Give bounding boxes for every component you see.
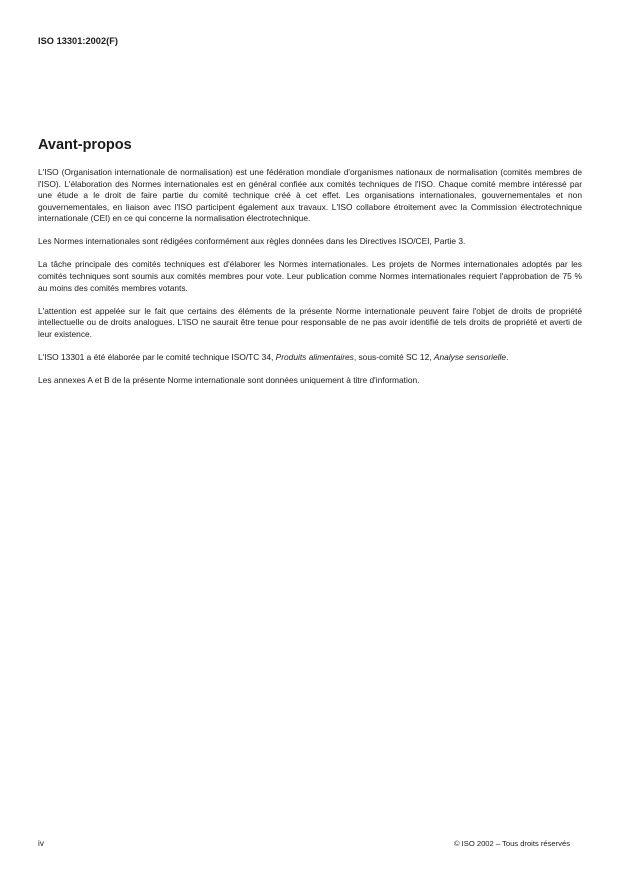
committee-text-2: , sous-comité SC 12, bbox=[353, 351, 434, 362]
paragraph-directives: Les Normes internationales sont rédigées conformément aux règles données dans les Directives ISO/CEI, Partie 3. bbox=[38, 236, 466, 247]
paragraph-annexes: Les annexes A et B de la présente Norme internationale sont données uniquement à titre d'information. bbox=[38, 374, 420, 385]
paragraph-committee bbox=[38, 352, 582, 364]
copyright-notice: © ISO 2002 – Tous droits réservés bbox=[453, 839, 570, 848]
paragraph-patent-notice: L'attention est appelée sur le fait que certains des éléments de la présente Norme internationale peuvent faire l'objet de droits de propriété intellectuelle ou de droits analogues. L'ISO ne saurait être tenue pour responsable de ne pas avoir identifié de tels droits de propriété et averti de leur existence. bbox=[38, 305, 582, 339]
paragraph-iso-overview: L'ISO (Organisation internationale de normalisation) est une fédération mondiale d'organismes nationaux de normalisation (comités membres de l'ISO). L'élaboration des Normes internationales est en général confiée aux comités techniques de l'ISO. Chaque comité membre intéressé par une étude a le droit de faire partie du comité technique créé à cet effet. Les organisations internationales, gouvernementales et non gouvernementales, en liaison avec l'ISO participent également aux travaux. L'ISO collabore étroitement avec la Commission électrotechnique internationale (CEI) en ce qui concerne la normalisation électrotechnique. bbox=[38, 167, 582, 224]
page-footer bbox=[38, 839, 570, 848]
document-id-header: ISO 13301:2002(F) bbox=[38, 36, 119, 46]
committee-name-italic: Produits alimentaires bbox=[275, 351, 354, 362]
page-number: iv bbox=[38, 839, 44, 848]
foreword-body bbox=[38, 167, 582, 398]
committee-text-1: L'ISO 13301 a été élaborée par le comité technique ISO/TC 34, bbox=[38, 351, 276, 362]
subcommittee-name-italic: Analyse sensorielle bbox=[433, 351, 507, 362]
paragraph-technical-committees: La tâche principale des comités techniques est d'élaborer les Normes internationales. Les projets de Normes internationales adoptés par les comités techniques sont soumis aux comités membres pour vote. Leur publication comme Normes internationales requiert l'approbation de 75 % au moins des comités membres votants. bbox=[38, 259, 582, 293]
section-title: Avant-propos bbox=[38, 137, 132, 153]
committee-text-3: . bbox=[506, 351, 509, 362]
